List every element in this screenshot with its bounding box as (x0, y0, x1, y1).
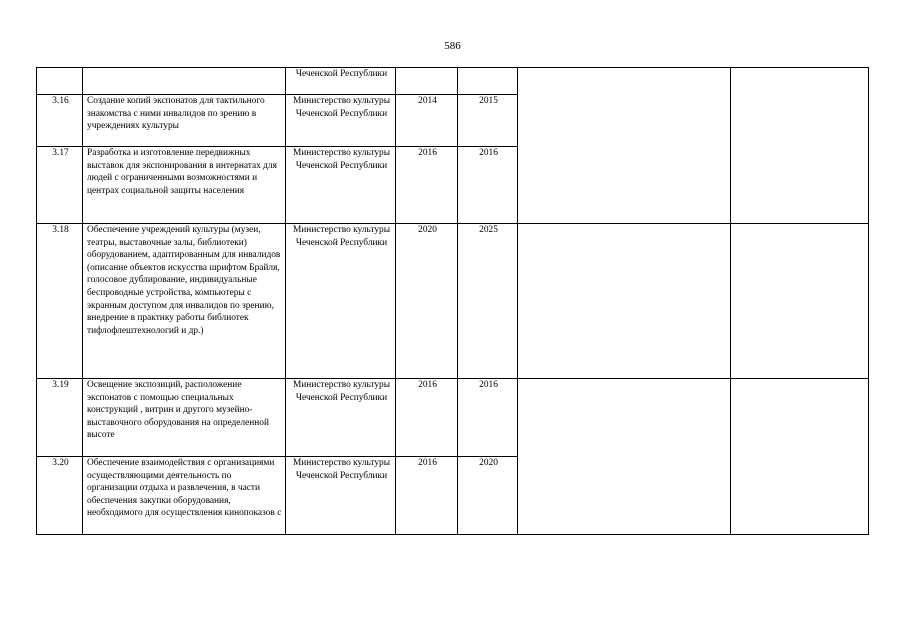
table-row (37, 224, 869, 379)
end-year-cell: 2025 (458, 224, 518, 379)
title-cell (83, 68, 286, 95)
start-year-cell: 2016 (396, 379, 458, 457)
num-cell: 3.16 (37, 95, 83, 147)
end-year-cell (458, 68, 518, 95)
start-year-cell: 2020 (396, 224, 458, 379)
empty-cell-a (518, 379, 731, 535)
end-year-cell: 2016 (458, 147, 518, 224)
empty-cell-b (731, 224, 869, 379)
start-year-cell (396, 68, 458, 95)
title-cell: Разработка и изготовление передвижных выставок для экспонирования в интернатах для людей с ограниченными возможностями и центрах социальной защиты населения (83, 147, 286, 224)
title-cell: Создание копий экспонатов для тактильного знакомства с ними инвалидов по зрению в учреждениях культуры (83, 95, 286, 147)
page-number: 586 (444, 40, 461, 52)
empty-cell-a (518, 224, 731, 379)
empty-cell-a (518, 68, 731, 224)
end-year-cell: 2015 (458, 95, 518, 147)
title-cell: Обеспечение учреждений культуры (музеи, театры, выставочные залы, библиотеки) оборудованием, адаптированным для инвалидов (описание объектов искусства шрифтом Брайля, голосовое дублирование, индивидуальные беспроводные устройства, компьютеры с экранным доступом для инвалидов по зрению, внедрение в практику работы библиотек тифлофлештехнологий и др.) (83, 224, 286, 379)
num-cell: 3.20 (37, 457, 83, 535)
table-row-continuation (37, 68, 869, 95)
end-year-cell: 2016 (458, 379, 518, 457)
start-year-cell: 2016 (396, 457, 458, 535)
start-year-cell: 2016 (396, 147, 458, 224)
executor-cell: Министерство культуры Чеченской Республики (286, 147, 396, 224)
num-cell: 3.19 (37, 379, 83, 457)
table-row (37, 379, 869, 457)
num-cell: 3.18 (37, 224, 83, 379)
measures-table (36, 67, 869, 535)
end-year-cell: 2020 (458, 457, 518, 535)
start-year-cell: 2014 (396, 95, 458, 147)
num-cell: 3.17 (37, 147, 83, 224)
title-cell: Освещение экспозиций, расположение экспонатов с помощью специальных конструкций , витрин и другого музейно-выставочного оборудования на определенной высоте (83, 379, 286, 457)
num-cell (37, 68, 83, 95)
executor-cell: Министерство культуры Чеченской Республики (286, 379, 396, 457)
empty-cell-b (731, 68, 869, 224)
executor-cell: Министерство культуры Чеченской Республики (286, 224, 396, 379)
title-cell: Обеспечение взаимодействия с организациями осуществляющими деятельность по организации отдыха и развлечения, в части обеспечения закупки оборудования, необходимого для осуществления кинопоказов с (83, 457, 286, 535)
executor-cell: Чеченской Республики (286, 68, 396, 95)
executor-cell: Министерство культуры Чеченской Республики (286, 95, 396, 147)
executor-cell: Министерство культуры Чеченской Республики (286, 457, 396, 535)
empty-cell-b (731, 379, 869, 535)
